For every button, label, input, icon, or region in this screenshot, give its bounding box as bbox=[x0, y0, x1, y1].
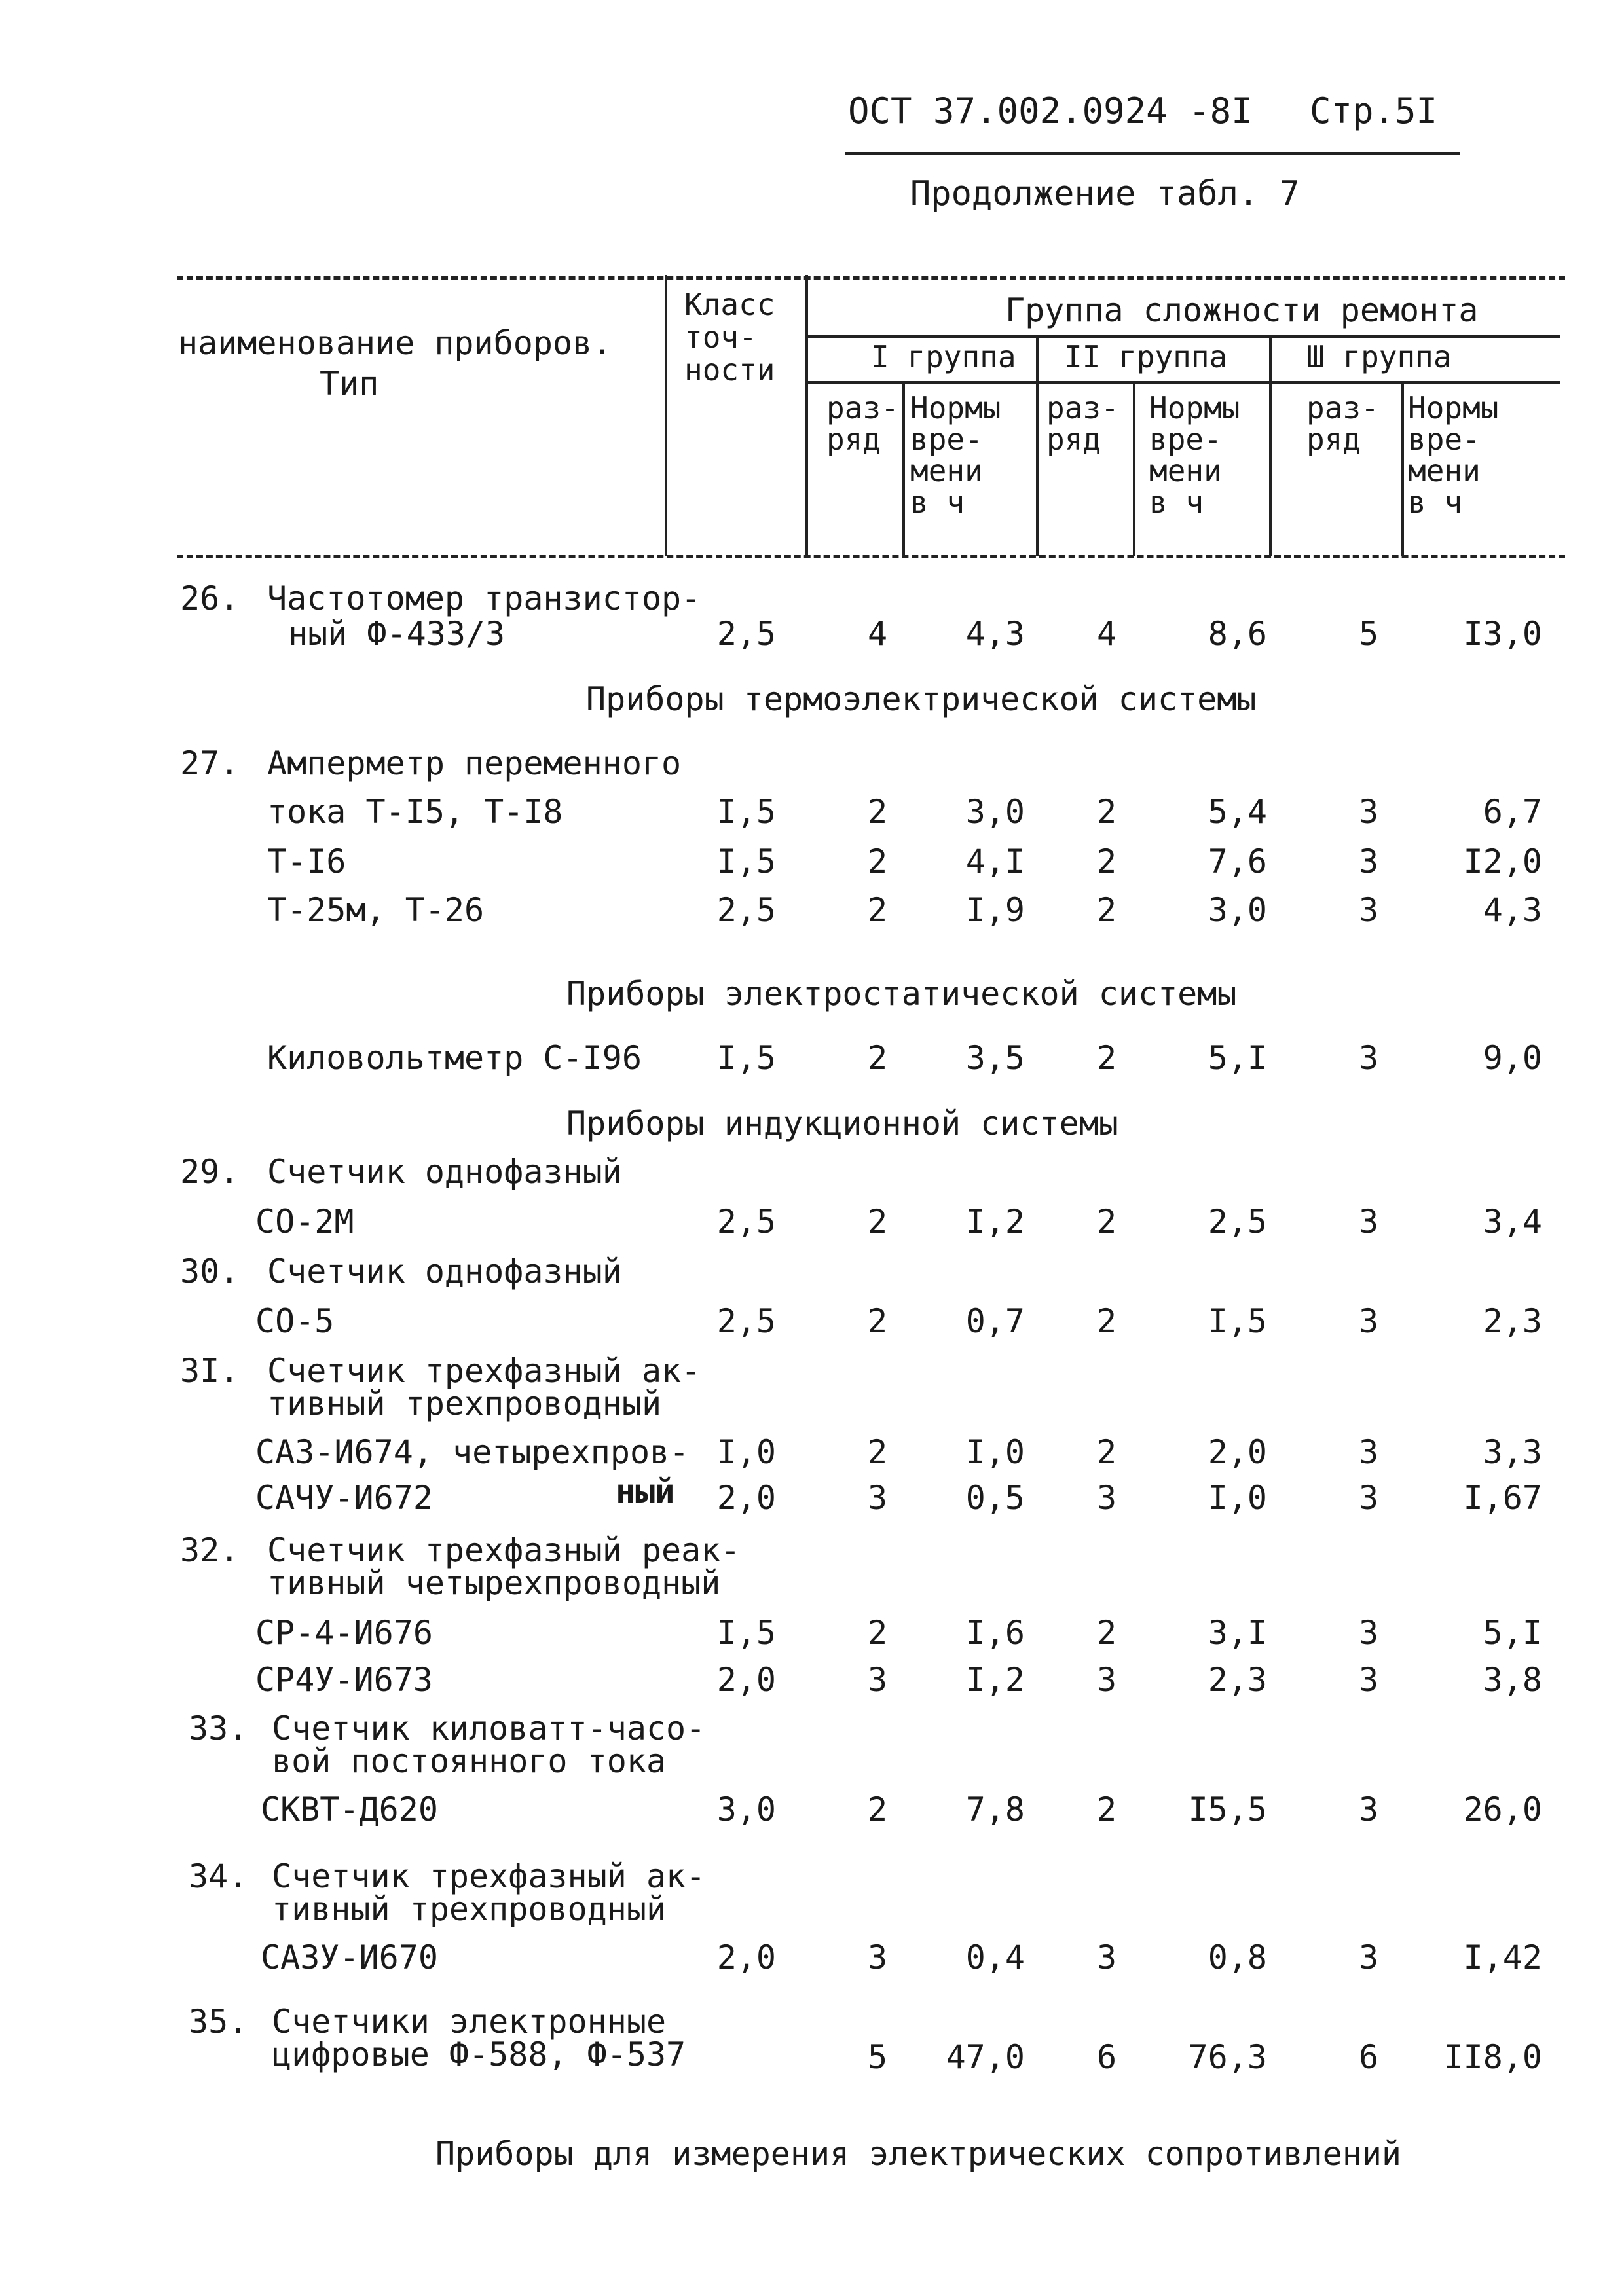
cell-cls: I,5 bbox=[716, 1039, 776, 1077]
cell-n2: I,5 bbox=[1208, 1302, 1267, 1340]
cell-cls: 2,5 bbox=[716, 891, 776, 929]
row-type: СР4У-И673 bbox=[255, 1661, 433, 1699]
section-title: Приборы для измерения электрических сопротивлений bbox=[435, 2135, 1402, 2173]
column-divider bbox=[902, 382, 905, 556]
group-header: Группа сложности ремонта bbox=[1005, 291, 1479, 329]
cell-cls: I,0 bbox=[716, 1433, 776, 1471]
item-number: 32. bbox=[180, 1531, 240, 1569]
cell-r3: 3 bbox=[1358, 1614, 1379, 1652]
cell-n2: I,0 bbox=[1208, 1479, 1267, 1517]
row-type: САЧУ-И672 bbox=[255, 1479, 433, 1517]
norm-header: мени bbox=[1408, 453, 1481, 488]
grade-header: раз- bbox=[1306, 390, 1379, 426]
cell-n2: 3,0 bbox=[1208, 891, 1267, 929]
cell-n3: 5,I bbox=[1483, 1614, 1542, 1652]
cell-cls: 2,0 bbox=[716, 1661, 776, 1699]
column-divider bbox=[1401, 382, 1404, 556]
column-header-type: Тип bbox=[320, 365, 379, 403]
cell-r2: 2 bbox=[1096, 1791, 1117, 1829]
cell-n2: 5,I bbox=[1208, 1039, 1267, 1077]
column-divider bbox=[1036, 337, 1039, 556]
norm-header: мени bbox=[910, 453, 983, 488]
cell-r3: 3 bbox=[1358, 1479, 1379, 1517]
cell-n2: 8,6 bbox=[1208, 615, 1267, 653]
row-type: САЗ-И674, четырехпров- bbox=[255, 1433, 690, 1471]
cell-r2: 2 bbox=[1096, 793, 1117, 831]
page-number: Стр.5I bbox=[1310, 90, 1438, 132]
cell-n3: I,42 bbox=[1463, 1939, 1542, 1977]
item-name: вой постоянного тока bbox=[272, 1742, 667, 1780]
row-type: СКВТ-Д620 bbox=[261, 1791, 438, 1829]
norm-header: Нормы bbox=[910, 390, 1001, 426]
cell-n3: II8,0 bbox=[1443, 2038, 1542, 2076]
cell-n3: 3,3 bbox=[1483, 1433, 1542, 1471]
cell-n1: 3,5 bbox=[965, 1039, 1025, 1077]
cell-cls: 2,5 bbox=[716, 1203, 776, 1241]
cell-r1: 3 bbox=[867, 1479, 888, 1517]
row-type: Киловольтметр С-I96 bbox=[267, 1039, 642, 1077]
cell-r1: 3 bbox=[867, 1939, 888, 1977]
cell-r3: 3 bbox=[1358, 1791, 1379, 1829]
item-name: Счетчик однофазный bbox=[267, 1252, 622, 1290]
item-name: Счетчик трехфазный ак- bbox=[272, 1857, 706, 1895]
cell-r1: 2 bbox=[867, 1203, 888, 1241]
cell-n1: 3,0 bbox=[965, 793, 1025, 831]
cell-r2: 4 bbox=[1096, 615, 1117, 653]
grade-header: раз- bbox=[826, 390, 899, 426]
cell-r1: 2 bbox=[867, 793, 888, 831]
cell-r2: 3 bbox=[1096, 1939, 1117, 1977]
cell-r2: 2 bbox=[1096, 1302, 1117, 1340]
group-1-header: I группа bbox=[871, 339, 1016, 374]
cell-n2: 3,I bbox=[1208, 1614, 1267, 1652]
cell-r1: 2 bbox=[867, 1302, 888, 1340]
column-header-accuracy: ности bbox=[684, 352, 775, 388]
cell-r2: 2 bbox=[1096, 1614, 1117, 1652]
cell-r3: 3 bbox=[1358, 1203, 1379, 1241]
cell-n3: I2,0 bbox=[1463, 843, 1542, 881]
item-number: 26. bbox=[180, 579, 240, 617]
cell-r1: 2 bbox=[867, 891, 888, 929]
cell-r2: 6 bbox=[1096, 2038, 1117, 2076]
cell-n1: 7,8 bbox=[965, 1791, 1025, 1829]
cell-n3: 3,8 bbox=[1483, 1661, 1542, 1699]
norm-header: в ч bbox=[910, 484, 965, 520]
grade-header: ряд bbox=[826, 422, 881, 457]
item-number: 27. bbox=[180, 744, 240, 782]
item-name: Счетчик трехфазный ак- bbox=[267, 1352, 701, 1390]
norm-header: Нормы bbox=[1149, 390, 1240, 426]
row-type: Т-I6 bbox=[267, 843, 346, 881]
cell-n2: 2,5 bbox=[1208, 1203, 1267, 1241]
cell-r3: 5 bbox=[1358, 615, 1379, 653]
section-title: Приборы термоэлектрической системы bbox=[586, 680, 1257, 718]
cell-r1: 4 bbox=[867, 615, 888, 653]
column-divider bbox=[1133, 382, 1135, 556]
cell-n1: 0,7 bbox=[965, 1302, 1025, 1340]
item-name: тивный четырехпроводный bbox=[267, 1564, 721, 1602]
item-number: 30. bbox=[180, 1252, 240, 1290]
column-divider bbox=[665, 275, 667, 556]
grade-header: ряд bbox=[1306, 422, 1361, 457]
row-type: СО-5 bbox=[255, 1302, 335, 1340]
cell-n1: I,0 bbox=[965, 1433, 1025, 1471]
row-type: тока Т-I5, Т-I8 bbox=[267, 793, 563, 831]
cell-n1: I,6 bbox=[965, 1614, 1025, 1652]
norm-header: вре- bbox=[910, 422, 983, 457]
row-type: СО-2М bbox=[255, 1203, 354, 1241]
cell-cls: I,5 bbox=[716, 793, 776, 831]
cell-r3: 3 bbox=[1358, 1661, 1379, 1699]
item-name: Счетчик киловатт-часо- bbox=[272, 1709, 706, 1747]
cell-cls: 2,0 bbox=[716, 1939, 776, 1977]
cell-r2: 2 bbox=[1096, 843, 1117, 881]
cell-r2: 3 bbox=[1096, 1661, 1117, 1699]
row-type: САЗУ-И670 bbox=[261, 1939, 438, 1977]
norm-header: вре- bbox=[1149, 422, 1222, 457]
item-name: Амперметр переменного bbox=[267, 744, 682, 782]
header-underline bbox=[845, 152, 1460, 155]
norm-header: вре- bbox=[1408, 422, 1481, 457]
cell-cls: I,5 bbox=[716, 1614, 776, 1652]
cell-r1: 5 bbox=[867, 2038, 888, 2076]
cell-r2: 3 bbox=[1096, 1479, 1117, 1517]
table-header-bottom-rule bbox=[177, 555, 1565, 558]
item-name: тивный трехпроводный bbox=[272, 1890, 667, 1928]
grade-header: ряд bbox=[1046, 422, 1101, 457]
document-code: ОСТ 37.002.0924 -8I bbox=[848, 90, 1253, 132]
cell-n3: 2,3 bbox=[1483, 1302, 1542, 1340]
cell-n1: 4,3 bbox=[965, 615, 1025, 653]
cell-n2: 2,0 bbox=[1208, 1433, 1267, 1471]
cell-r2: 2 bbox=[1096, 1039, 1117, 1077]
section-title: Приборы электростатической системы bbox=[566, 975, 1237, 1013]
table-continuation: Продолжение табл. 7 bbox=[910, 174, 1300, 213]
cell-n2: 76,3 bbox=[1188, 2038, 1267, 2076]
cell-r2: 2 bbox=[1096, 1433, 1117, 1471]
cell-r1: 2 bbox=[867, 1791, 888, 1829]
group-header-rule bbox=[807, 335, 1560, 338]
item-name: Счетчик однофазный bbox=[267, 1153, 622, 1191]
column-header-accuracy: точ- bbox=[684, 319, 757, 355]
cell-n1: 0,4 bbox=[965, 1939, 1025, 1977]
cell-r1: 3 bbox=[867, 1661, 888, 1699]
cell-r3: 3 bbox=[1358, 793, 1379, 831]
cell-n3: 26,0 bbox=[1463, 1791, 1542, 1829]
group-2-header: II группа bbox=[1064, 339, 1228, 374]
cell-n1: 47,0 bbox=[946, 2038, 1025, 2076]
cell-cls: I,5 bbox=[716, 843, 776, 881]
cell-n3: 6,7 bbox=[1483, 793, 1542, 831]
column-header-accuracy: Класс bbox=[684, 287, 775, 322]
item-name-continuation: ный bbox=[616, 1472, 675, 1510]
cell-r1: 2 bbox=[867, 1039, 888, 1077]
cell-n3: I,67 bbox=[1463, 1479, 1542, 1517]
cell-cls: 2,5 bbox=[716, 615, 776, 653]
cell-n2: I5,5 bbox=[1188, 1791, 1267, 1829]
grade-header: раз- bbox=[1046, 390, 1119, 426]
cell-r3: 3 bbox=[1358, 1302, 1379, 1340]
cell-n2: 5,4 bbox=[1208, 793, 1267, 831]
cell-r1: 2 bbox=[867, 843, 888, 881]
cell-n1: I,2 bbox=[965, 1661, 1025, 1699]
column-header-name: наименование приборов. bbox=[178, 324, 612, 362]
cell-r3: 3 bbox=[1358, 1433, 1379, 1471]
section-title: Приборы индукционной системы bbox=[566, 1104, 1118, 1142]
group-3-header: Ш группа bbox=[1306, 339, 1452, 374]
norm-header: в ч bbox=[1149, 484, 1204, 520]
cell-r1: 2 bbox=[867, 1433, 888, 1471]
cell-n3: I3,0 bbox=[1463, 615, 1542, 653]
cell-r2: 2 bbox=[1096, 1203, 1117, 1241]
column-divider bbox=[1269, 337, 1272, 556]
cell-n2: 0,8 bbox=[1208, 1939, 1267, 1977]
cell-r3: 3 bbox=[1358, 1939, 1379, 1977]
cell-n2: 7,6 bbox=[1208, 843, 1267, 881]
cell-r3: 3 bbox=[1358, 1039, 1379, 1077]
cell-n3: 3,4 bbox=[1483, 1203, 1542, 1241]
cell-n1: I,9 bbox=[965, 891, 1025, 929]
item-name: цифровые Ф-588, Ф-537 bbox=[272, 2035, 686, 2073]
item-number: 3I. bbox=[180, 1352, 240, 1390]
row-type: Т-25м, Т-26 bbox=[267, 891, 485, 929]
item-name: ный Ф-433/3 bbox=[288, 615, 506, 653]
item-name: тивный трехпроводный bbox=[267, 1385, 662, 1423]
item-number: 33. bbox=[189, 1709, 248, 1747]
cell-cls: 2,5 bbox=[716, 1302, 776, 1340]
cell-r3: 3 bbox=[1358, 843, 1379, 881]
subgroup-header-rule bbox=[807, 381, 1560, 384]
cell-n1: I,2 bbox=[965, 1203, 1025, 1241]
cell-r1: 2 bbox=[867, 1614, 888, 1652]
cell-n3: 9,0 bbox=[1483, 1039, 1542, 1077]
row-type: СР-4-И676 bbox=[255, 1614, 433, 1652]
item-number: 29. bbox=[180, 1153, 240, 1191]
item-number: 35. bbox=[189, 2003, 248, 2041]
cell-cls: 2,0 bbox=[716, 1479, 776, 1517]
cell-n3: 4,3 bbox=[1483, 891, 1542, 929]
cell-n1: 0,5 bbox=[965, 1479, 1025, 1517]
item-name: Частотомер транзистор- bbox=[267, 579, 701, 617]
norm-header: в ч bbox=[1408, 484, 1463, 520]
cell-n2: 2,3 bbox=[1208, 1661, 1267, 1699]
item-name: Счетчик трехфазный реак- bbox=[267, 1531, 741, 1569]
cell-r2: 2 bbox=[1096, 891, 1117, 929]
table-top-rule bbox=[177, 276, 1565, 280]
cell-r3: 3 bbox=[1358, 891, 1379, 929]
cell-cls: 3,0 bbox=[716, 1791, 776, 1829]
norm-header: мени bbox=[1149, 453, 1222, 488]
column-divider bbox=[805, 275, 808, 556]
item-number: 34. bbox=[189, 1857, 248, 1895]
cell-r3: 6 bbox=[1358, 2038, 1379, 2076]
norm-header: Нормы bbox=[1408, 390, 1499, 426]
item-name: Счетчики электронные bbox=[272, 2003, 667, 2041]
cell-n1: 4,I bbox=[965, 843, 1025, 881]
